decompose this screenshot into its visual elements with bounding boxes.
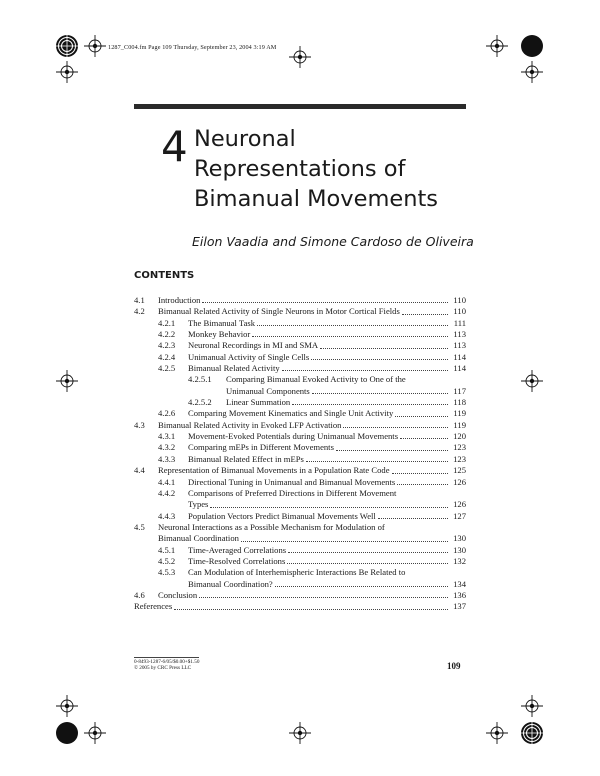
dot-leader [343,427,448,428]
toc-section-number: 4.2.5 [158,363,176,374]
toc-page-number: 123 [453,442,466,453]
toc-page-number: 111 [453,317,466,328]
toc-section-number: 4.2.5.2 [188,397,212,408]
toc-page-number: 134 [453,578,466,589]
toc-entry[interactable] [134,363,466,374]
toc-page-number: 110 [453,306,466,317]
toc-title: Neuronal Interactions as a Possible Mechanism for Modulation of [158,521,385,532]
toc-title: Comparisons of Preferred Directions in Different Movement [188,487,397,498]
contents-heading: CONTENTS [134,270,195,281]
toc-section-number: 4.3.2 [158,442,176,453]
toc-title: Representation of Bimanual Movements in a Population Rate Code [158,465,390,476]
toc-page-number: 119 [453,408,466,419]
dot-leader [306,461,448,462]
toc-entry[interactable] [134,352,466,363]
toc-section-number: 4.4 [134,465,145,476]
toc-entry[interactable] [134,556,466,567]
toc-entry[interactable] [134,545,466,556]
toc-page-number: 117 [453,385,466,396]
color-target-icon [56,35,78,57]
toc-entry[interactable] [134,477,466,488]
toc-title: Introduction [158,295,201,305]
dot-leader [400,438,448,439]
dot-leader [202,302,448,303]
chapter-rule [134,104,466,109]
dot-leader [397,484,448,485]
solid-dot-icon [521,35,543,57]
toc-title: Time-Averaged Correlations [188,544,287,555]
toc-section-number: 4.2.5.1 [188,374,212,385]
crosshair-icon [56,61,78,83]
chapter-title-line: Bimanual Movements [194,186,439,212]
toc-title: Unimanual Components [226,385,310,396]
crosshair-icon [486,35,508,57]
crosshair-icon [289,722,311,744]
toc-title: The Bimanual Task [188,317,256,328]
toc-page-number: 118 [453,397,466,408]
toc-page-number: 120 [453,431,466,442]
toc-entry[interactable] [134,590,466,601]
toc-title: Linear Summation [226,397,291,408]
toc-title: Bimanual Related Activity in Evoked LFP Activation [158,419,342,430]
dot-leader [378,518,448,519]
chapter-title-line: Neuronal [194,126,296,152]
toc-entry[interactable] [134,329,466,340]
toc-entry[interactable] [134,567,466,590]
toc-section-number: 4.2.4 [158,351,176,362]
toc-entry[interactable] [134,522,466,545]
toc-entry[interactable] [134,295,466,306]
dot-leader [288,552,448,553]
isbn-code: 0-8493-1287-6/05/$0.00+$1.50 [134,659,200,665]
toc-section-number: 4.5 [134,521,145,532]
dot-leader [292,404,448,405]
color-target-icon [521,722,543,744]
toc-title: Movement-Evoked Potentials during Unimanual Movements [188,431,399,442]
toc-page-number: 126 [453,499,466,510]
toc-title: Bimanual Related Effect in mEPs [188,453,304,464]
toc-page-number: 114 [453,351,466,362]
page-number: 109 [447,661,461,671]
dot-leader [395,416,448,417]
toc-page-number: 136 [453,589,466,600]
dot-leader [402,314,448,315]
dot-leader [287,563,448,564]
toc-section-number: 4.2.2 [158,329,176,340]
crosshair-icon [84,722,106,744]
table-of-contents [134,295,466,613]
dot-leader [199,597,448,598]
toc-entry[interactable] [134,420,466,431]
toc-page-number: 127 [453,510,466,521]
toc-page-number: 113 [453,340,466,351]
toc-title: Unimanual Activity of Single Cells [188,351,310,362]
toc-section-number: 4.5.1 [158,544,176,555]
toc-section-number: 4.6 [134,589,145,600]
toc-page-number: 130 [453,533,466,544]
dot-leader [252,336,448,337]
crosshair-icon [521,695,543,717]
toc-title: Monkey Behavior [188,329,251,340]
dot-leader [174,609,448,610]
dot-leader [257,325,448,326]
chapter-title-line: Representations of [194,156,406,182]
toc-section-number: 4.2.6 [158,408,176,419]
crosshair-icon [84,35,106,57]
toc-entry[interactable] [134,601,466,612]
toc-section-number: 4.5.3 [158,567,176,578]
toc-page-number: 137 [453,601,466,612]
toc-title: Types [188,499,209,510]
crosshair-icon [56,695,78,717]
dot-leader [275,586,448,587]
dot-leader [210,507,448,508]
toc-title: Population Vectors Predict Bimanual Movements Well [188,510,376,521]
toc-page-number: 114 [453,363,466,374]
chapter-authors: Eilon Vaadia and Simone Cardoso de Oliveira [192,234,474,249]
toc-page-number: 110 [453,295,466,305]
toc-entry[interactable] [134,306,466,317]
toc-section-number: 4.3.1 [158,431,176,442]
toc-title: Time-Resolved Correlations [188,555,286,566]
toc-title: Bimanual Coordination [158,533,239,544]
dot-leader [320,348,448,349]
toc-entry[interactable] [134,431,466,442]
toc-section-number: 4.3 [134,419,145,430]
dot-leader [336,450,448,451]
toc-section-number: 4.4.2 [158,487,176,498]
toc-title: Conclusion [158,589,198,600]
dot-leader [282,370,448,371]
toc-title: Can Modulation of Interhemispheric Interactions Be Related to [188,567,406,578]
toc-section-number: 4.4.3 [158,510,176,521]
crosshair-icon [521,61,543,83]
toc-section-number: 4.2.1 [158,317,176,328]
toc-entry[interactable] [134,408,466,419]
toc-page-number: 125 [453,465,466,476]
toc-title: Comparing Bimanual Evoked Activity to One of the [226,374,406,385]
toc-title: Directional Tuning in Unimanual and Bimanual Movements [188,476,396,487]
toc-entry[interactable] [134,465,466,476]
toc-section-number: 4.5.2 [158,555,176,566]
toc-entry[interactable] [134,454,466,465]
solid-dot-icon [56,722,78,744]
toc-page-number: 126 [453,476,466,487]
toc-title: Comparing mEPs in Different Movements [188,442,334,453]
toc-title: Comparing Movement Kinematics and Single Unit Activity [188,408,394,419]
toc-entry[interactable] [134,374,466,397]
dot-leader [392,473,448,474]
toc-section-number: 4.2 [134,306,145,317]
toc-page-number: 119 [453,419,466,430]
toc-page-number: 123 [453,453,466,464]
toc-title: Neuronal Recordings in MI and SMA [188,340,319,351]
toc-section-number: 4.3.3 [158,453,176,464]
toc-section-number: 4.1 [134,295,145,305]
crosshair-icon [56,370,78,392]
toc-entry[interactable] [134,511,466,522]
chapter-number: 4 [161,122,188,171]
toc-entry[interactable] [134,318,466,329]
toc-section-number: 4.2.3 [158,340,176,351]
toc-entry[interactable] [134,488,466,511]
toc-title: Bimanual Related Activity of Single Neurons in Motor Cortical Fields [158,306,400,317]
dot-leader [311,359,448,360]
dot-leader [241,541,448,542]
toc-title: Bimanual Related Activity [188,363,280,374]
toc-page-number: 132 [453,555,466,566]
toc-page-number: 130 [453,544,466,555]
toc-section-number: 4.4.1 [158,476,176,487]
dot-leader [312,393,448,394]
toc-title: Bimanual Coordination? [188,578,273,589]
toc-entry[interactable] [134,442,466,453]
toc-page-number: 113 [453,329,466,340]
toc-entry[interactable] [134,340,466,351]
crosshair-icon [521,370,543,392]
crosshair-icon [289,46,311,68]
toc-title: References [134,601,173,612]
copyright-line: © 2005 by CRC Press LLC [134,665,192,672]
toc-entry[interactable] [134,397,466,408]
crosshair-icon [486,722,508,744]
footer-copyright [134,657,199,672]
chapter-title [194,124,438,214]
page-slug: 1287_C004.fm Page 109 Thursday, September 23, 2004 3:19 AM [108,44,277,51]
